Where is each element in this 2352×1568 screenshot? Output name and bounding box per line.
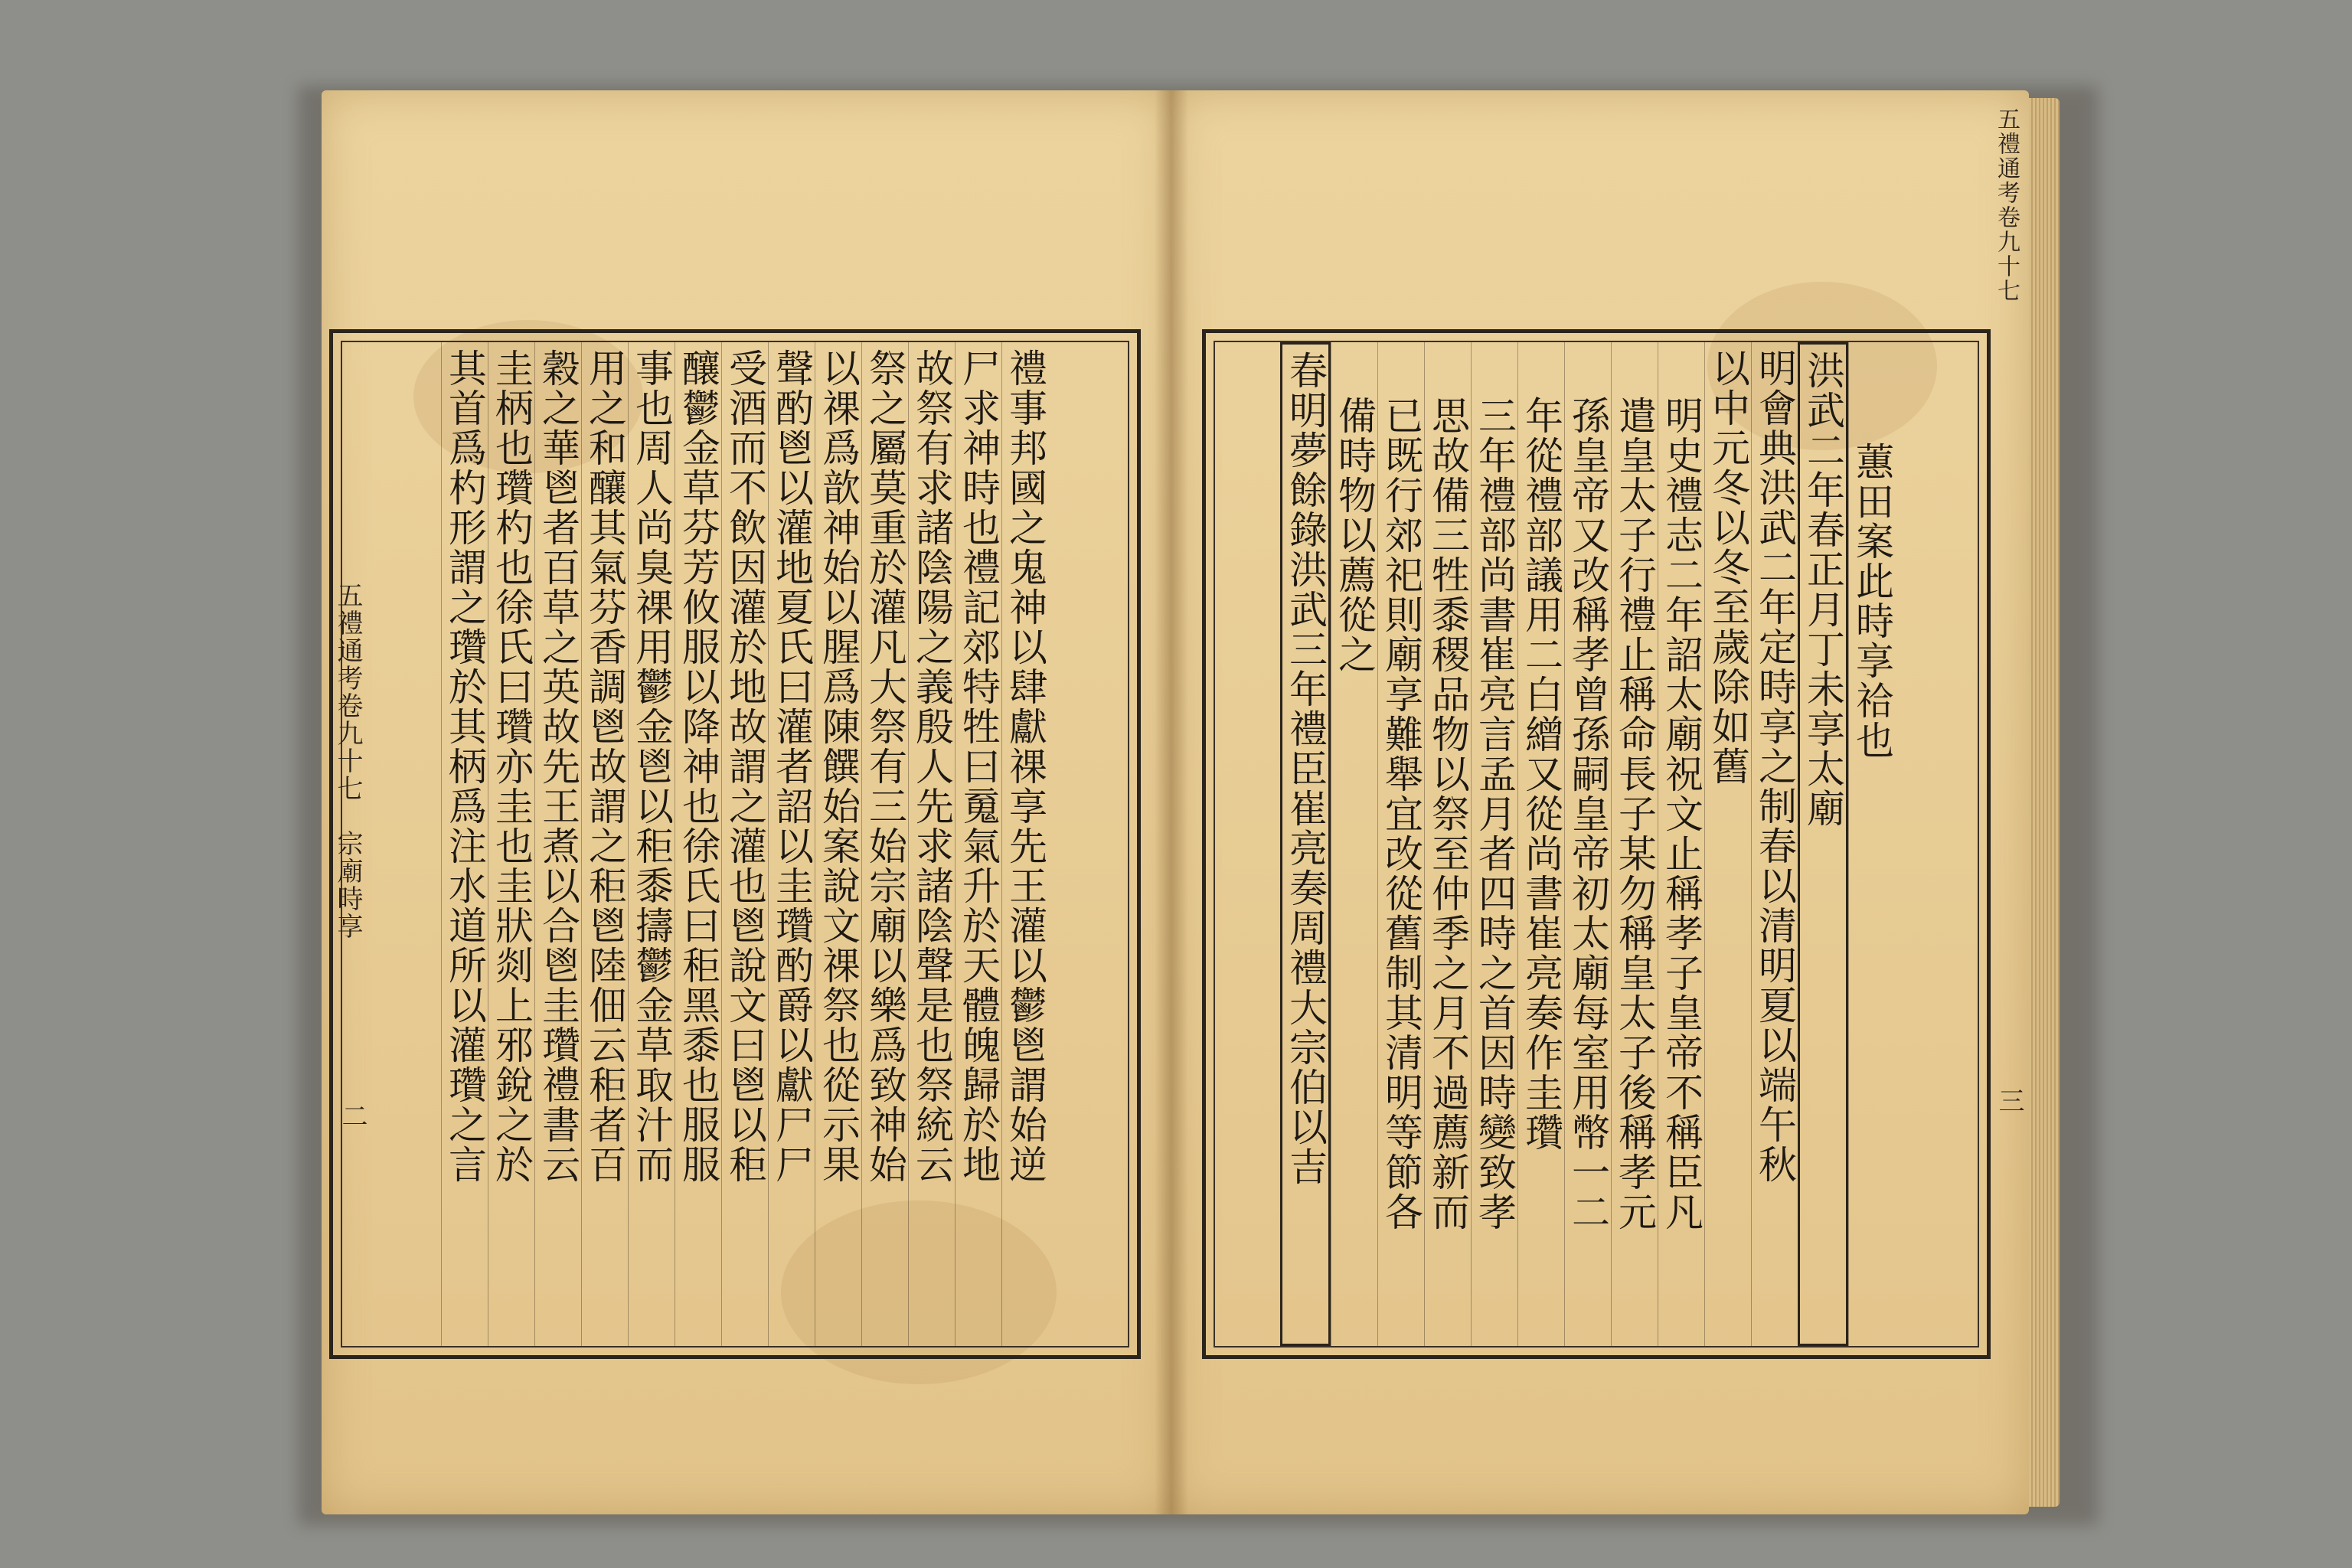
- right-text-columns: [1218, 342, 1895, 1346]
- right-column: 明史禮志二年詔太廟祝文止稱孝子皇帝不稱臣凡: [1658, 342, 1704, 1346]
- left-column: 禮事邦國之鬼神以肆獻祼享先王灌以鬱鬯謂始逆: [1001, 342, 1048, 1346]
- left-column: 以祼爲歆神始以腥爲陳饌始案說文祼祭也從示果: [815, 342, 861, 1346]
- left-column: 穀之華鬯者百草之英故先王煮以合鬯圭瓚禮書云: [534, 342, 581, 1346]
- right-text-frame: [1202, 329, 1991, 1359]
- left-column: 事也周人尚臭祼用鬱金鬯以秬黍擣鬱金草取汁而: [628, 342, 675, 1346]
- left-column: 釀鬱金草芬芳攸服以降神也徐氏曰秬黑黍也服服: [675, 342, 721, 1346]
- left-text-columns: [348, 342, 1048, 1346]
- right-column: 孫皇帝又改稱孝曾孫嗣皇帝初太廟每室用幣一二: [1564, 342, 1611, 1346]
- left-column: 尸求神時也禮記郊特牲曰䰟氣升於天體魄歸於地: [955, 342, 1001, 1346]
- left-column: 聲酌鬯以灌地夏氏曰灌者詔以圭瓚酌爵以獻尸尸: [768, 342, 815, 1346]
- right-column: 洪武二年春正月丁未享太廟: [1798, 342, 1848, 1346]
- left-margin-title: 五禮通考卷九十七 宗廟時享: [332, 582, 363, 940]
- right-column: 已既行郊祀則廟享難舉宜改從舊制其清明等節各: [1377, 342, 1424, 1346]
- left-column: 受酒而不飲因灌於地故謂之灌也鬯說文曰鬯以秬: [721, 342, 768, 1346]
- right-column: 三年禮部尚書崔亮言孟月者四時之首因時變致孝: [1471, 342, 1517, 1346]
- left-column: 用之和釀其氣芬香調鬯故謂之秬鬯陸佃云秬者百: [581, 342, 628, 1346]
- right-column: 春明夢餘錄洪武三年禮臣崔亮奏周禮大宗伯以吉: [1280, 342, 1331, 1346]
- left-column: 其首爲杓形謂之瓚於其柄爲注水道所以灌瓚之言: [441, 342, 488, 1346]
- left-folio: 二: [337, 1102, 368, 1130]
- left-column: 故祭有求諸陰陽之義殷人先求諸陰聲是也祭統云: [908, 342, 955, 1346]
- right-folio: 三: [1994, 1087, 2024, 1115]
- right-column: 明會典洪武二年定時享之制春以清明夏以端午秋: [1751, 342, 1798, 1346]
- right-header-label: 五禮通考卷九十七: [1993, 107, 2020, 303]
- right-column: 遣皇太子行禮止稱命長子某勿稱皇太子後稱孝元: [1611, 342, 1658, 1346]
- right-column: 備時物以薦從之: [1331, 342, 1377, 1346]
- book-gutter: [1155, 90, 1188, 1514]
- right-column: 思故備三牲黍稷品物以祭至仲季之月不過薦新而: [1424, 342, 1471, 1346]
- right-column: 年從禮部議用二白繒又從尚書崔亮奏作圭瓚: [1517, 342, 1564, 1346]
- left-text-frame: [329, 329, 1141, 1359]
- right-column: 以中元冬以冬至歲除如舊: [1704, 342, 1751, 1346]
- left-column: 祭之屬莫重於灌凡大祭有三始宗廟以樂爲致神始: [861, 342, 908, 1346]
- left-column: 圭柄也瓚杓也徐氏曰瓚亦圭也圭狀剡上邪銳之於: [488, 342, 534, 1346]
- right-column: 蕙田案此時享祫也: [1848, 342, 1895, 1346]
